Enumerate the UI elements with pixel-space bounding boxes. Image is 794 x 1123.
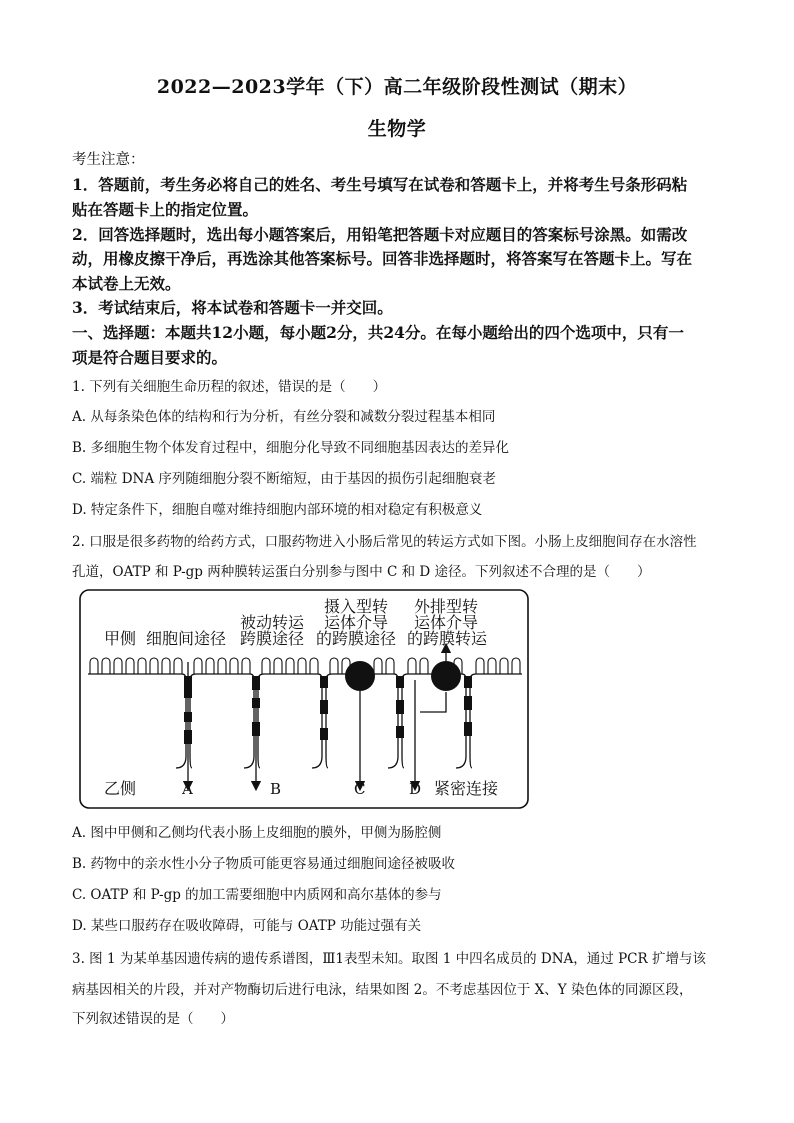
question-2-option-a: A. 图中甲侧和乙侧均代表小肠上皮细胞的膜外，甲侧为肠腔侧 xyxy=(72,825,442,841)
route-c-marker: C xyxy=(354,780,366,798)
route-c-label-line1: 摄入型转 xyxy=(324,597,389,616)
tight-junction-label: 紧密连接 xyxy=(434,779,499,798)
route-b-label-line1: 被动转运 xyxy=(240,613,305,632)
route-d-label-line1: 外排型转 xyxy=(414,597,479,616)
route-d-label-line3: 的跨膜转运 xyxy=(407,629,488,648)
question-1-option-a: A. 从每条染色体的结构和行为分析，有丝分裂和减数分裂过程基本相同 xyxy=(72,409,496,425)
exam-title: 2022—2023学年（下）高二年级阶段性测试（期末） xyxy=(156,76,638,98)
notice-line: 本试卷上无效。 xyxy=(72,274,181,293)
notice-line: 3．考试结束后，将本试卷和答题卡一并交回。 xyxy=(72,298,393,317)
question-3-stem: 下列叙述错误的是（ ） xyxy=(72,1011,234,1027)
notice-line: 贴在答题卡上的指定位置。 xyxy=(72,200,259,219)
question-2-stem: 孔道，OATP 和 P-gp 两种膜转运蛋白分别参与图中 C 和 D 途径。下列叙述不合理的是（ ） xyxy=(72,564,651,580)
side-bottom-label: 乙侧 xyxy=(104,779,137,798)
uptake-transporter xyxy=(345,661,375,691)
question-1-option-c: C. 端粒 DNA 序列随细胞分裂不断缩短，由于基因的损伤引起细胞衰老 xyxy=(72,471,496,487)
cell-outlines xyxy=(88,674,522,768)
section-heading: 项是符合题目要求的。 xyxy=(72,348,228,367)
tight-junctions xyxy=(184,676,472,744)
question-1-option-b: B. 多细胞生物个体发育过程中，细胞分化导致不同细胞基因表达的差异化 xyxy=(72,440,510,456)
route-d-marker: D xyxy=(409,780,422,798)
question-3-stem: 3. 图 1 为某单基因遗传病的遗传系谱图，Ⅲ1表型未知。取图 1 中四名成员的 DNA，通过 PCR 扩增与该 xyxy=(72,951,706,967)
question-1-option-d: D. 特定条件下，细胞自噬对维持细胞内部环境的相对稳定有积极意义 xyxy=(72,502,483,518)
route-a-label: 细胞间途径 xyxy=(146,629,227,648)
section-heading: 一、选择题：本题共12小题，每小题2分，共24分。在每小题给出的四个选项中，只有一 xyxy=(72,323,684,342)
route-b-label-line2: 跨膜途径 xyxy=(240,629,305,648)
notice-line: 2．回答选择题时，选出每小题答案后，用铅笔把答题卡对应题目的答案标号涂黑。如需改 xyxy=(72,225,688,244)
route-d-label-line2: 运体介导 xyxy=(414,613,479,632)
route-c-label-line3: 的跨膜途径 xyxy=(316,629,397,648)
question-2-stem: 2. 口服是很多药物的给药方式，口服药物进入小肠后常见的转运方式如下图。小肠上皮细胞间存在水溶性 xyxy=(72,534,697,550)
route-c-label-line2: 运体介导 xyxy=(324,613,389,632)
route-arrows xyxy=(188,648,446,786)
notice-heading: 考生注意： xyxy=(72,152,145,168)
intestinal-transport-figure xyxy=(78,588,530,810)
subject-title: 生物学 xyxy=(367,118,427,140)
route-b-marker: B xyxy=(270,780,282,798)
route-a-marker: A xyxy=(182,780,193,798)
efflux-transporter xyxy=(431,661,461,691)
question-2-option-d: D. 某些口服药存在吸收障碍，可能与 OATP 功能过强有关 xyxy=(72,918,422,934)
side-top-label: 甲侧 xyxy=(104,629,137,648)
question-2-option-c: C. OATP 和 P-gp 的加工需要细胞中内质网和高尔基体的参与 xyxy=(72,887,442,903)
question-2-option-b: B. 药物中的亲水性小分子物质可能更容易通过细胞间途径被吸收 xyxy=(72,856,456,872)
question-3-stem: 病基因相关的片段，并对产物酶切后进行电泳，结果如图 2。不考虑基因位于 X、Y 染色体的同源区段， xyxy=(72,982,693,998)
notice-line: 动，用橡皮擦干净后，再选涂其他答案标号。回答非选择题时，将答案写在答题卡上。写在 xyxy=(72,249,693,268)
question-1-stem: 1. 下列有关细胞生命历程的叙述，错误的是（ ） xyxy=(72,379,387,395)
notice-line: 1．答题前，考生务必将自己的姓名、考生号填写在试卷和答题卡上，并将考生号条形码粘 xyxy=(72,175,688,194)
